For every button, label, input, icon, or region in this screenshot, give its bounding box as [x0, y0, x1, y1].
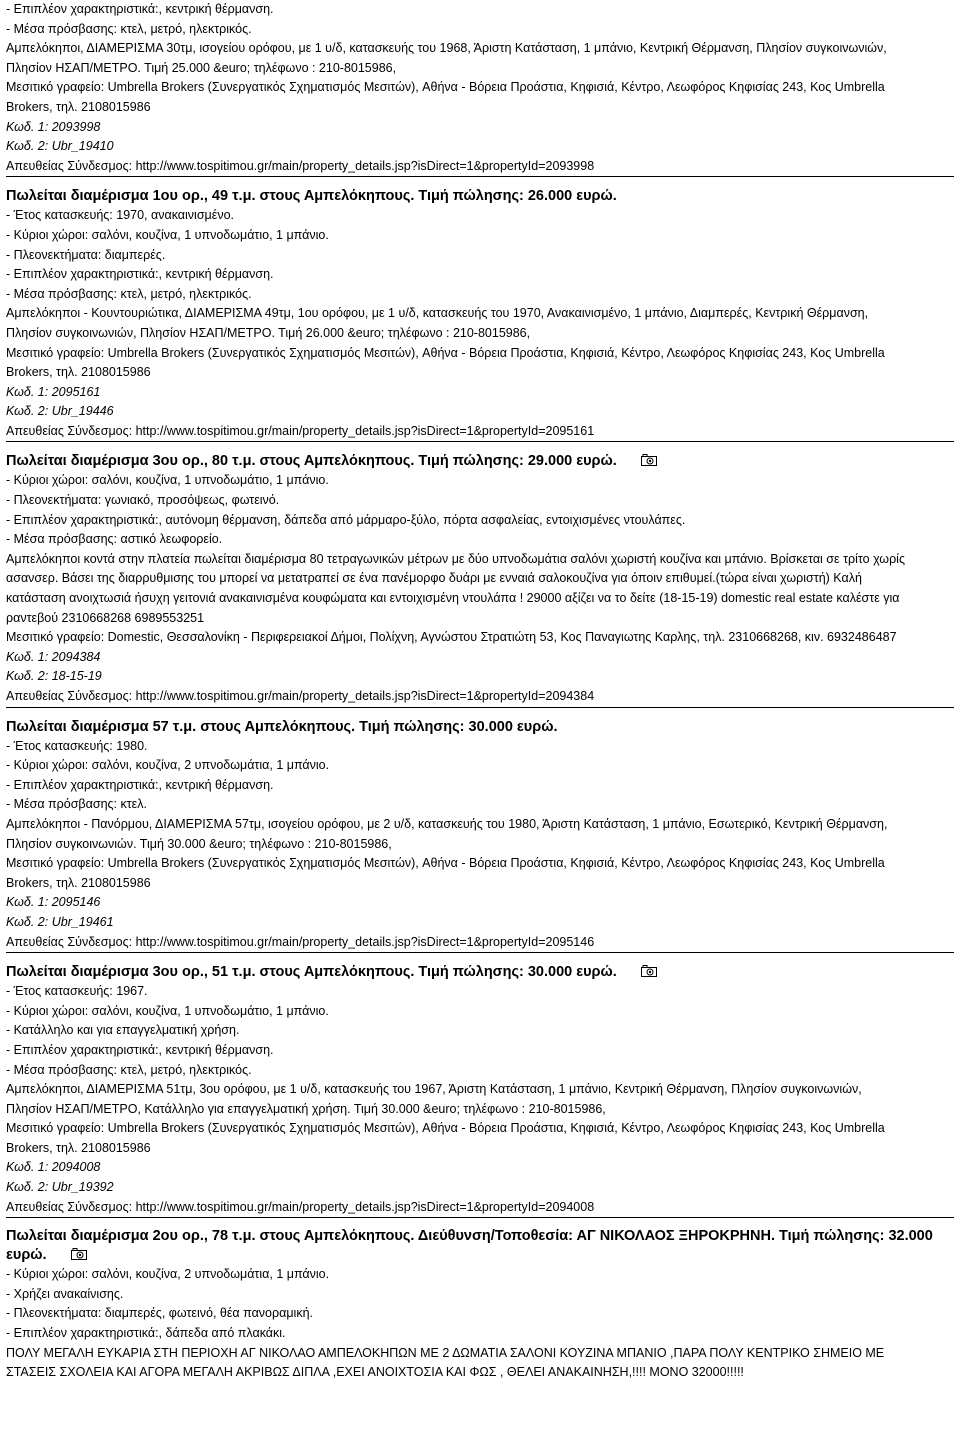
office-line: Μεσιτικό γραφείο: Domestic, Θεσσαλονίκη - Περιφερειακοί Δήμοι, Πολίχνη, Αγνώστου Στρατιώτη 53, Κος Παναγιωτης Καρλης, τηλ. 2310668268, κιν. 6932486487 [6, 630, 897, 645]
description-line: Αμπελόκηποι, ΔΙΑΜΕΡΙΣΜΑ 30τμ, ισογείου ορόφου, με 1 υ/δ, κατασκευής του 1968, Άριστη Κατάσταση, 1 μπάνιο, Κεντρική Θέρμανση, Πλησίον συγκοινωνιών, [6, 41, 887, 56]
feature-line: - Επιπλέον χαρακτηριστικά:, κεντρική θέρμανση. [6, 1042, 274, 1057]
direct-link[interactable]: Απευθείας Σύνδεσμος: http://www.tospitimou.gr/main/property_details.jsp?isDirect=1&propertyId=2095146 [6, 934, 595, 949]
description-line: Πλησίον ΗΣΑΠ/ΜΕΤΡΟ. Τιμή 25.000 &euro; τηλέφωνο : 210-8015986, [6, 60, 397, 75]
listing [6, 717, 954, 954]
listing [6, 186, 954, 442]
description-line: Αμπελόκηποι - Πανόρμου, ΔΙΑΜΕΡΙΣΜΑ 57τμ, ισογείου ορόφου, με 2 υ/δ, κατασκευής του 1980, Άριστη Κατάσταση, 1 μπάνιο, Εσωτερικό, Κεντρική Θέρμανση, [6, 816, 888, 831]
listings-page [6, 0, 954, 1383]
feature-line: - Κύριοι χώροι: σαλόνι, κουζίνα, 1 υπνοδωμάτιο, 1 μπάνιο. [6, 227, 329, 242]
direct-link[interactable]: Απευθείας Σύνδεσμος: http://www.tospitimou.gr/main/property_details.jsp?isDirect=1&propertyId=2095161 [6, 423, 595, 438]
feature-line: - Επιπλέον χαρακτηριστικά:, κεντρική θέρμανση. [6, 2, 274, 16]
office-line: Brokers, τηλ. 2108015986 [6, 1140, 151, 1155]
office-line: Brokers, τηλ. 2108015986 [6, 875, 151, 890]
office-line: Brokers, τηλ. 2108015986 [6, 365, 151, 380]
listing [6, 1227, 954, 1383]
description-line: Πλησίον συγκοινωνιών. Τιμή 30.000 &euro; τηλέφωνο : 210-8015986, [6, 836, 392, 851]
intro-block [6, 0, 954, 177]
code-1: Κωδ. 1: 2094008 [6, 1160, 101, 1175]
description-line: ραντεβού 2310668268 6989553251 [6, 610, 205, 625]
description-line: Αμπελόκηποι κοντά στην πλατεία πωλείται διαμέρισμα 80 τετραγωνικών μέτρων με δύο υπνοδωμάτια σαλόνι χωριστή κουζίνα και μπάνιο. Βρίσκεται σε τρίτο χωρίς [6, 551, 905, 566]
description-line: ΠΟΛΥ ΜΕΓΑΛΗ ΕΥΚΑΡΙΑ ΣΤΗ ΠΕΡΙΟΧΗ ΑΓ ΝΙΚΟΛΑΟ ΑΜΠΕΛΟΚΗΠΩΝ ΜΕ 2 ΔΩΜΑΤΙΑ ΣΑΛΟΝΙ ΚΟΥΖΙΝΑ ΜΠΑΝΙΟ ,ΠΑΡΑ ΠΟΛΥ ΚΕΝΤΡΙΚΟ ΣΗΜΕΙΟ ΜΕ [6, 1345, 885, 1360]
feature-line: - Κατάλληλο και για επαγγελματική χρήση. [6, 1023, 240, 1038]
description-line: Αμπελόκηποι - Κουντουριώτικα, ΔΙΑΜΕΡΙΣΜΑ 49τμ, 1ου ορόφου, με 1 υ/δ, κατασκευής του 1970, Ανακαινισμένο, 1 μπάνιο, Διαμπερές, Κεντρική Θέρμανση, [6, 306, 869, 321]
feature-line: - Κύριοι χώροι: σαλόνι, κουζίνα, 1 υπνοδωμάτιο, 1 μπάνιο. [6, 1003, 329, 1018]
code-2: Κωδ. 2: Ubr_19410 [6, 139, 114, 154]
feature-line: - Έτος κατασκευής: 1970, ανακαινισμένο. [6, 208, 235, 223]
feature-line: - Επιπλέον χαρακτηριστικά:, δάπεδα από πλακάκι. [6, 1326, 286, 1341]
feature-line: - Μέσα πρόσβασης: κτελ, μετρό, ηλεκτρικός. [6, 21, 252, 36]
code-2: Κωδ. 2: 18-15-19 [6, 669, 102, 684]
listing [6, 962, 954, 1218]
feature-line: - Πλεονεκτήματα: διαμπερές. [6, 247, 166, 262]
feature-line: - Κύριοι χώροι: σαλόνι, κουζίνα, 2 υπνοδωμάτια, 1 μπάνιο. [6, 1267, 330, 1282]
feature-line: - Χρήζει ανακαίνισης. [6, 1286, 124, 1301]
description-line: κατάσταση ανοιχτωσιά ήσυχη γειτονιά ανακαινισμένα κουφώματα και εντοιχισμένη ντουλάπα ! 29000 αξίζει να το δείτε (18-15-19) domestic real estate καλέστε για [6, 591, 900, 606]
code-1: Κωδ. 1: 2093998 [6, 119, 101, 134]
code-2: Κωδ. 2: Ubr_19461 [6, 914, 114, 929]
listing-title[interactable]: Πωλείται διαμέρισμα 1ου ορ., 49 τ.μ. στους Αμπελόκηπους. Τιμή πώλησης: 26.000 ευρώ. [6, 188, 617, 205]
feature-line: - Μέσα πρόσβασης: αστικό λεωφορείο. [6, 532, 223, 547]
office-line: Μεσιτικό γραφείο: Umbrella Brokers (Συνεργατικός Σχηματισμός Μεσιτών), Αθήνα - Βόρεια Προάστια, Κηφισιά, Κέντρο, Λεωφόρος Κηφισίας 243, Κος Umbrella [6, 1121, 885, 1136]
camera-icon[interactable] [641, 963, 657, 975]
listing-title[interactable]: Πωλείται διαμέρισμα 3ου ορ., 51 τ.μ. στους Αμπελόκηπους. Τιμή πώλησης: 30.000 ευρώ. [6, 962, 954, 982]
feature-line: - Μέσα πρόσβασης: κτελ. [6, 797, 147, 812]
feature-line: - Έτος κατασκευής: 1980. [6, 738, 148, 753]
code-1: Κωδ. 1: 2095146 [6, 895, 101, 910]
feature-line: - Επιπλέον χαρακτηριστικά:, αυτόνομη θέρμανση, δάπεδα από μάρμαρο-ξύλο, πόρτα ασφαλείας, εντοιχισμένες ντουλάπες. [6, 512, 686, 527]
camera-icon[interactable] [641, 452, 657, 464]
code-2: Κωδ. 2: Ubr_19446 [6, 404, 114, 419]
description-line: ασανσερ. Βάσει της διαρρυθμισης του μπορεί να μετατραπεί σε ένα πανέμορφο δυάρι με ενναιά σαλοκουζίνα για όποιν επιθυμεί.(τώρα είναι χωριστή) Καλή [6, 571, 862, 586]
feature-line: - Πλεονεκτήματα: γωνιακό, προσόψεως, φωτεινό. [6, 493, 280, 508]
direct-link[interactable]: Απευθείας Σύνδεσμος: http://www.tospitimou.gr/main/property_details.jsp?isDirect=1&propertyId=2093998 [6, 158, 595, 173]
feature-line: - Επιπλέον χαρακτηριστικά:, κεντρική θέρμανση. [6, 267, 274, 282]
description-line: Πλησίον συγκοινωνιών, Πλησίον ΗΣΑΠ/ΜΕΤΡΟ. Τιμή 26.000 &euro; τηλέφωνο : 210-8015986, [6, 325, 531, 340]
office-line: Μεσιτικό γραφείο: Umbrella Brokers (Συνεργατικός Σχηματισμός Μεσιτών), Αθήνα - Βόρεια Προάστια, Κηφισιά, Κέντρο, Λεωφόρος Κηφισίας 243, Κος Umbrella [6, 856, 885, 871]
feature-line: - Πλεονεκτήματα: διαμπερές, φωτεινό, θέα πανοραμική. [6, 1306, 313, 1321]
description-line: Αμπελόκηποι, ΔΙΑΜΕΡΙΣΜΑ 51τμ, 3ου ορόφου, με 1 υ/δ, κατασκευής του 1967, Άριστη Κατάσταση, 1 μπάνιο, Κεντρική Θέρμανση, Πλησίον συγκοινωνιών, [6, 1082, 862, 1097]
office-line: Brokers, τηλ. 2108015986 [6, 99, 151, 114]
listing-title[interactable]: Πωλείται διαμέρισμα 57 τ.μ. στους Αμπελόκηπους. Τιμή πώλησης: 30.000 ευρώ. [6, 718, 558, 735]
listing-title[interactable]: Πωλείται διαμέρισμα 2ου ορ., 78 τ.μ. στους Αμπελόκηπους. Διεύθυνση/Τοποθεσία: ΑΓ ΝΙΚΟΛΑΟΣ ΞΗΡΟΚΡΗΝΗ. Τιμή πώλησης: 32.000 ευρώ. [6, 1228, 933, 1264]
office-line: Μεσιτικό γραφείο: Umbrella Brokers (Συνεργατικός Σχηματισμός Μεσιτών), Αθήνα - Βόρεια Προάστια, Κηφισιά, Κέντρο, Λεωφόρος Κηφισίας 243, Κος Umbrella [6, 80, 885, 95]
description-line: ΣΤΑΣΕΙΣ ΣΧΟΛΕΙΑ ΚΑΙ ΑΓΟΡΑ ΜΕΓΑΛΗ ΑΚΡΙΒΩΣ ΔΙΠΛΑ ,ΕΧΕΙ ΑΝΟΙΧΤΟΣΙΑ ΚΑΙ ΦΩΣ , ΘΕΛΕΙ ΑΝΑΚΑΙΝΗΣΗ,!!!! ΜΟΝΟ 32000!!!!! [6, 1365, 744, 1380]
camera-icon[interactable] [71, 1247, 87, 1259]
direct-link[interactable]: Απευθείας Σύνδεσμος: http://www.tospitimou.gr/main/property_details.jsp?isDirect=1&propertyId=2094008 [6, 1199, 595, 1214]
office-line: Μεσιτικό γραφείο: Umbrella Brokers (Συνεργατικός Σχηματισμός Μεσιτών), Αθήνα - Βόρεια Προάστια, Κηφισιά, Κέντρο, Λεωφόρος Κηφισίας 243, Κος Umbrella [6, 345, 885, 360]
feature-line: - Μέσα πρόσβασης: κτελ, μετρό, ηλεκτρικός. [6, 1062, 252, 1077]
feature-line: - Κύριοι χώροι: σαλόνι, κουζίνα, 2 υπνοδωμάτια, 1 μπάνιο. [6, 758, 330, 773]
listing [6, 451, 954, 707]
feature-line: - Κύριοι χώροι: σαλόνι, κουζίνα, 1 υπνοδωμάτιο, 1 μπάνιο. [6, 473, 329, 488]
feature-line: - Επιπλέον χαρακτηριστικά:, κεντρική θέρμανση. [6, 777, 274, 792]
code-2: Κωδ. 2: Ubr_19392 [6, 1180, 114, 1195]
listing-title[interactable]: Πωλείται διαμέρισμα 3ου ορ., 80 τ.μ. στους Αμπελόκηπους. Τιμή πώλησης: 29.000 ευρώ. [6, 451, 954, 471]
code-1: Κωδ. 1: 2095161 [6, 384, 101, 399]
code-1: Κωδ. 1: 2094384 [6, 649, 101, 664]
description-line: Πλησίον ΗΣΑΠ/ΜΕΤΡΟ, Κατάλληλο για επαγγελματική χρήση. Τιμή 30.000 &euro; τηλέφωνο : 210-8015986, [6, 1101, 606, 1116]
direct-link[interactable]: Απευθείας Σύνδεσμος: http://www.tospitimou.gr/main/property_details.jsp?isDirect=1&propertyId=2094384 [6, 689, 595, 703]
feature-line: - Έτος κατασκευής: 1967. [6, 984, 148, 999]
feature-line: - Μέσα πρόσβασης: κτελ, μετρό, ηλεκτρικός. [6, 286, 252, 301]
